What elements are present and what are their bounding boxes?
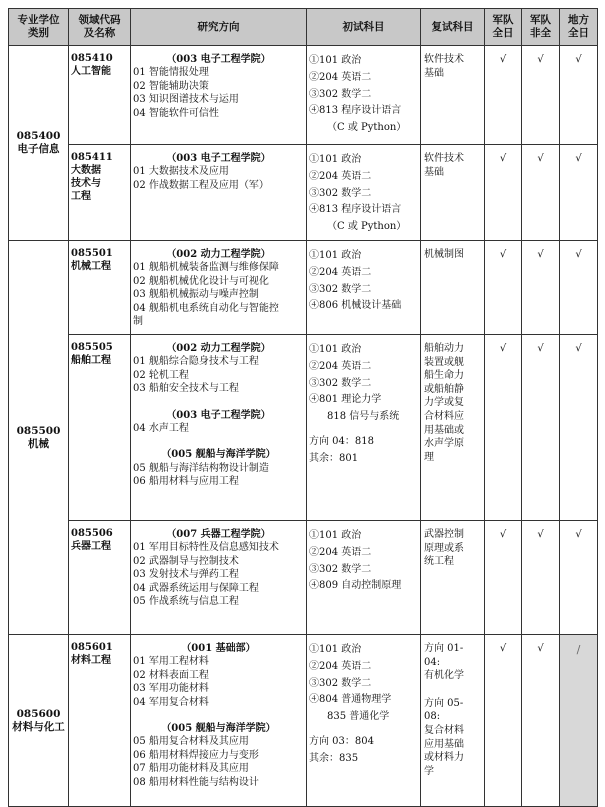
subject-note: 其余：801: [309, 452, 359, 464]
directions-cell: [131, 241, 307, 335]
direction-item: 02 舰船机械优化设计与可视化: [133, 275, 269, 287]
college-header: （005 舰船与海洋学院）: [161, 723, 276, 735]
subject-item: ②204 英语二: [309, 546, 372, 558]
direction-item: 01 军用工程材料: [133, 656, 209, 668]
subject-item: ①101 政治: [309, 154, 362, 165]
field-name: 大数据: [71, 165, 101, 176]
subject-item: ③302 数学二: [309, 377, 372, 389]
column-header: 复试科目: [421, 9, 485, 46]
table-row: [9, 521, 598, 635]
field-name: 船舶工程: [71, 355, 111, 366]
retest-line: 基础: [424, 67, 444, 79]
direction-item: 04 军用复合材料: [133, 696, 209, 708]
retest-cell: [421, 521, 485, 635]
subject-item: ③302 数学二: [309, 88, 372, 100]
direction-item: 01 大数据技术及应用: [133, 166, 229, 178]
field-code: 085601: [71, 642, 113, 653]
subject-item: ①101 政治: [309, 250, 362, 261]
field-name: 技术与: [71, 178, 101, 189]
retest-line: 水声学原: [424, 438, 464, 450]
direction-item: 04 智能软件可信性: [133, 107, 219, 119]
check-mark: √: [522, 635, 560, 807]
check-mark: √: [560, 145, 598, 241]
retest-line: 复合材料: [424, 724, 464, 736]
field-name: 兵器工程: [71, 541, 111, 552]
category-name: 机械: [28, 437, 49, 450]
retest-line: 船生命力: [424, 370, 464, 382]
directions-cell: [131, 635, 307, 807]
retest-cell: [421, 635, 485, 807]
subject-item: ④801 理论力学: [309, 394, 382, 406]
group-gap: [133, 709, 304, 722]
subjects-cell: [307, 241, 421, 335]
college-header: （002 动力工程学院）: [166, 249, 271, 260]
check-mark: √: [560, 46, 598, 145]
direction-item: 03 军用功能材料: [133, 683, 209, 695]
directions-cell: [131, 145, 307, 241]
check-mark: √: [522, 335, 560, 521]
category-cell: [9, 241, 69, 635]
retest-line: 统工程: [424, 556, 454, 568]
college-header: （003 电子工程学院）: [166, 409, 271, 421]
college-header: （002 动力工程学院）: [166, 343, 271, 354]
retest-line: 装置或舰: [424, 356, 464, 368]
subject-note: 其余：835: [309, 752, 359, 764]
subjects-cell: [307, 46, 421, 145]
direction-item: 04 舰船机电系统自动化与智能控: [133, 302, 279, 314]
direction-item: 03 船舶安全技术与工程: [133, 383, 239, 395]
subject-item: ①101 政治: [309, 55, 362, 66]
direction-item: 06 船用材料焊接应力与变形: [133, 749, 259, 761]
field-name: 工程: [71, 191, 91, 202]
retest-line: 08:: [424, 711, 441, 723]
group-gap: [133, 396, 304, 409]
direction-item: 02 材料表面工程: [133, 669, 209, 681]
check-mark: √: [560, 241, 598, 335]
check-mark: √: [485, 46, 522, 145]
category-name: 电子信息: [17, 143, 60, 155]
column-header: 军队 全日: [485, 9, 522, 46]
not-offered-mark: /: [560, 635, 598, 807]
category-code: 085600: [16, 707, 61, 720]
category-code: 085500: [16, 424, 61, 437]
check-mark: √: [485, 335, 522, 521]
field-cell: [69, 335, 131, 521]
direction-item: 02 武器制导与控制技术: [133, 555, 239, 567]
direction-item: 03 发射技术与弹药工程: [133, 569, 239, 581]
field-cell: [69, 46, 131, 145]
retest-cell: [421, 241, 485, 335]
field-code: 085411: [71, 152, 113, 163]
check-mark: √: [522, 145, 560, 241]
table-row: [9, 335, 598, 521]
direction-item: 06 船用材料与应用工程: [133, 476, 239, 488]
subject-item: ④813 程序设计语言: [309, 204, 402, 216]
check-mark: √: [560, 335, 598, 521]
retest-cell: [421, 335, 485, 521]
subjects-cell: [307, 335, 421, 521]
direction-item: 05 作战系统与信息工程: [133, 596, 239, 608]
directions-cell: [131, 521, 307, 635]
college-header: （001 基础部）: [181, 643, 256, 654]
subjects-cell: [307, 635, 421, 807]
table-row: [9, 241, 598, 335]
field-cell: [69, 635, 131, 807]
subject-item: ②204 英语二: [309, 71, 372, 83]
field-cell: [69, 241, 131, 335]
directions-cell: [131, 335, 307, 521]
college-header: （003 电子工程学院）: [166, 54, 271, 65]
direction-item: 08 船用材料性能与结构设计: [133, 776, 259, 788]
college-header: （003 电子工程学院）: [166, 153, 271, 164]
retest-line: 船舶动力: [424, 343, 464, 354]
table-row: [9, 635, 598, 807]
direction-item: 05 舰船与海洋结构物设计制造: [133, 462, 269, 474]
retest-line: 基础: [424, 166, 444, 178]
subject-continuation: （C 或 Python）: [327, 221, 407, 233]
retest-gap: [424, 683, 482, 697]
direction-item: 03 知识图谱技术与运用: [133, 94, 239, 106]
subject-item: ④804 普通物理学: [309, 694, 392, 706]
column-header: 军队 非全: [522, 9, 560, 46]
admissions-table: [8, 8, 598, 807]
direction-item: 02 轮机工程: [133, 369, 189, 381]
retest-line: 机械制图: [424, 249, 464, 260]
check-mark: √: [560, 521, 598, 635]
retest-cell: [421, 145, 485, 241]
subject-item: ②204 英语二: [309, 170, 372, 182]
table-row: [9, 46, 598, 145]
check-mark: √: [485, 145, 522, 241]
direction-item: 05 船用复合材料及其应用: [133, 736, 249, 748]
column-header: 研究方向: [131, 9, 307, 46]
column-header: 领域代码 及名称: [69, 9, 131, 46]
category-cell: [9, 635, 69, 807]
retest-line: 方向 05-: [424, 697, 464, 709]
subject-continuation: 835 普通化学: [327, 711, 390, 723]
subject-note: 方向 03：804: [309, 735, 374, 747]
subject-continuation: （C 或 Python）: [327, 122, 407, 134]
retest-line: 原理或系: [424, 542, 464, 554]
subject-item: ②204 英语二: [309, 360, 372, 372]
field-name: 人工智能: [71, 66, 111, 77]
check-mark: √: [485, 635, 522, 807]
retest-line: 有机化学: [424, 670, 464, 682]
subject-item: ①101 政治: [309, 344, 362, 355]
column-header: 初试科目: [307, 9, 421, 46]
category-cell: [9, 46, 69, 241]
category-name: 材料与化工: [12, 720, 65, 733]
subject-item: ④806 机械设计基础: [309, 300, 402, 312]
subject-item: ④809 自动控制原理: [309, 580, 402, 592]
subject-item: ③302 数学二: [309, 187, 372, 199]
direction-item: 01 智能情报处理: [133, 67, 209, 79]
direction-item: 03 舰船机械振动与噪声控制: [133, 289, 259, 301]
header-row: [9, 9, 598, 46]
field-code: 085501: [71, 248, 113, 259]
column-header: 专业学位 类别: [9, 9, 69, 46]
retest-line: 或船舶静: [424, 383, 464, 395]
retest-line: 软件技术: [424, 54, 464, 65]
direction-item: 04 武器系统运用与保障工程: [133, 582, 259, 594]
retest-line: 合材料应: [424, 410, 464, 422]
category-code: 085400: [16, 130, 61, 142]
retest-line: 用基础或: [424, 424, 464, 436]
field-name: 材料工程: [71, 655, 111, 666]
direction-item: 02 智能辅助决策: [133, 80, 209, 92]
table-row: [9, 145, 598, 241]
subject-item: ③302 数学二: [309, 283, 372, 295]
direction-item: 01 舰船机械装备监测与维修保障: [133, 262, 279, 274]
direction-item: 02 作战数据工程及应用（军）: [133, 179, 269, 191]
field-code: 085410: [71, 53, 113, 64]
direction-item: 04 水声工程: [133, 423, 189, 435]
subject-item: ④813 程序设计语言: [309, 105, 402, 117]
subjects-cell: [307, 145, 421, 241]
direction-item: 07 船用功能材料及其应用: [133, 763, 249, 775]
check-mark: √: [485, 521, 522, 635]
subject-gap: [309, 726, 418, 734]
subjects-cell: [307, 521, 421, 635]
direction-item: 制: [133, 316, 143, 328]
subject-item: ①101 政治: [309, 644, 362, 655]
field-code: 085505: [71, 342, 113, 353]
college-header: （005 舰船与海洋学院）: [161, 449, 276, 461]
retest-line: 方向 01-: [424, 643, 464, 654]
retest-line: 04:: [424, 656, 441, 668]
retest-cell: [421, 46, 485, 145]
field-name: 机械工程: [71, 261, 111, 272]
retest-line: 理: [424, 451, 434, 463]
check-mark: √: [522, 241, 560, 335]
direction-item: 01 舰船综合隐身技术与工程: [133, 356, 259, 368]
retest-line: 力学或复: [424, 397, 464, 409]
retest-line: 学: [424, 765, 434, 777]
subject-note: 方向 04：818: [309, 435, 374, 447]
check-mark: √: [485, 241, 522, 335]
retest-line: 武器控制: [424, 529, 464, 540]
direction-item: 01 军用目标特性及信息感知技术: [133, 542, 279, 554]
group-gap: [133, 435, 304, 448]
field-cell: [69, 145, 131, 241]
retest-line: 应用基础: [424, 738, 464, 750]
directions-cell: [131, 46, 307, 145]
retest-line: 或材料力: [424, 752, 464, 764]
subject-item: ③302 数学二: [309, 677, 372, 689]
check-mark: √: [522, 521, 560, 635]
table-body: [9, 46, 598, 807]
subject-gap: [309, 426, 418, 434]
field-cell: [69, 521, 131, 635]
field-code: 085506: [71, 528, 113, 539]
check-mark: √: [522, 46, 560, 145]
subject-item: ②204 英语二: [309, 660, 372, 672]
college-header: （007 兵器工程学院）: [166, 529, 271, 540]
subject-continuation: 818 信号与系统: [327, 411, 400, 423]
retest-line: 软件技术: [424, 153, 464, 164]
subject-item: ①101 政治: [309, 530, 362, 541]
column-header: 地方 全日: [560, 9, 598, 46]
subject-item: ③302 数学二: [309, 563, 372, 575]
subject-item: ②204 英语二: [309, 266, 372, 278]
